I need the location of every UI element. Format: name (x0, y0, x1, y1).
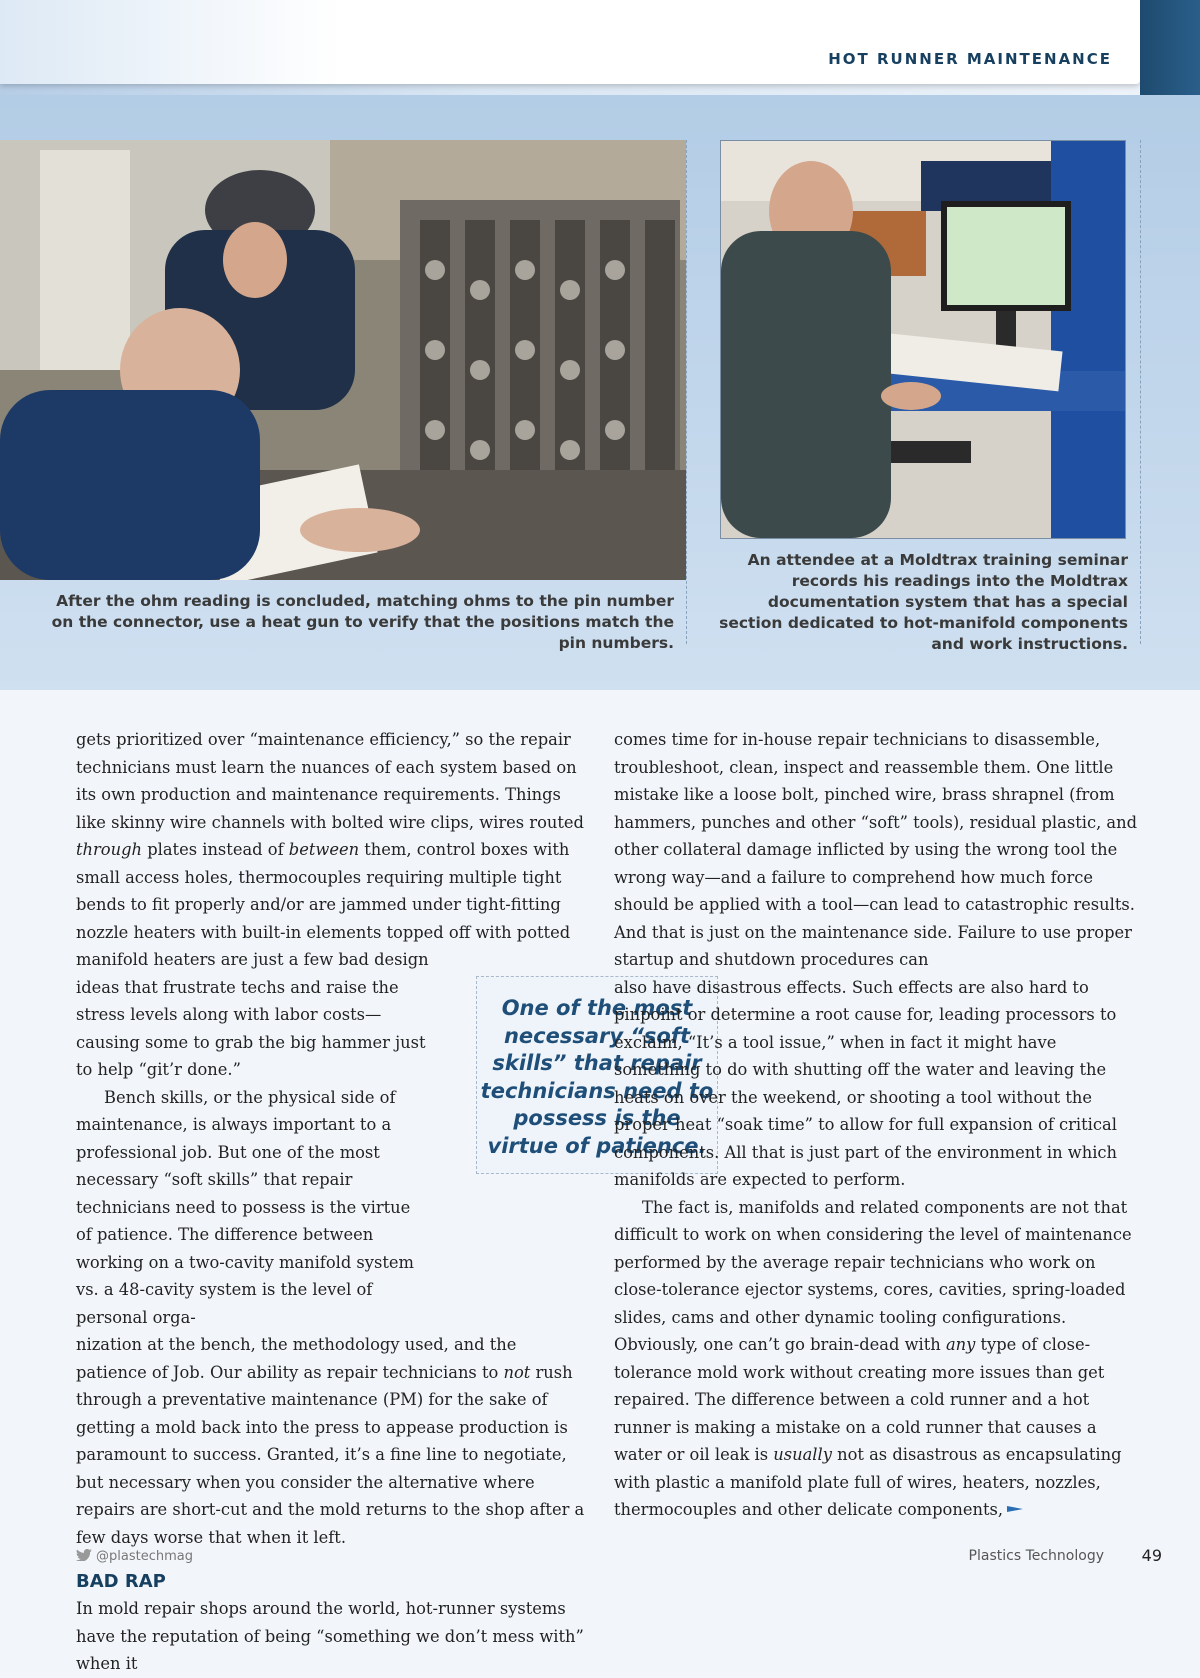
paragraph-wrapped: ideas that frustrate techs and raise the stress levels along with labor costs—causing some to grab the big hammer just to help “git’r done.” (76, 977, 426, 1079)
paragraph (76, 726, 586, 974)
pull-quote-text: One of the most necessary “soft skills” that repair technicians need to possess is the virtue of patience. (480, 996, 714, 1158)
emphasis: usually (773, 1445, 832, 1464)
section-title: HOT RUNNER MAINTENANCE (828, 50, 1112, 68)
twitter-handle: @plastechmag (96, 1549, 193, 1564)
photo-caption-right: An attendee at a Moldtrax training seminar records his readings into the Moldtrax documentation system that has a special section dedicated to hot-manifold components and work instructions. (719, 551, 1128, 653)
paragraph (614, 1194, 1138, 1524)
twitter-bird-icon (76, 1549, 92, 1561)
paragraph-wrapped: Bench skills, or the physical side of maintenance, is always important to a professional job. But one of the most necessary “soft skills” that repair technicians need to possess is the virtue of patience. The difference between working on a two-cavity manifold system vs. a 48-cavity system is the level of personal orga- (76, 1087, 414, 1327)
paragraph (76, 1331, 586, 1551)
footer-twitter (76, 1549, 193, 1564)
paragraph-wrapped: also have disastrous effects. Such effects are also hard to pinpoint or determine a root cause for, leading processors to exclaim, “It’s a tool issue,” when in fact it might have something to do with shutting off the water and leaving the heats on over the weekend, or shooting a tool without the proper heat “soak time” to allow for full expansion of critical components. All that is just part of the environment in which manifolds are expected to perform. (614, 977, 1118, 1189)
photo-caption-left: After the ohm reading is concluded, matching ohms to the pin number on the connector, use a heat gun to verify that the positions match the pin numbers. (51, 592, 674, 652)
text-run: type of close-tolerance mold work without creating more issues than get repaired. The difference between a cold runner and a hot runner is making a mistake on a cold runner that causes a water or oil leak is (614, 1335, 1105, 1464)
emphasis: between (288, 840, 360, 859)
subhead-bad-rap: BAD RAP (76, 1571, 166, 1592)
photo-technicians-at-manifold (0, 140, 686, 580)
paragraph: In mold repair shops around the world, hot-runner systems have the reputation of being “something we don’t mess with” when it (76, 1599, 584, 1673)
photo-attendee-at-computer (720, 140, 1126, 539)
photo-frame-divider-left (686, 140, 687, 644)
text-run: rush through a preventative maintenance (PM) for the sake of getting a mold back into the press to appease production is paramount to success. Granted, it’s a fine line to negotiate, but necessary when you consider the alternative where repairs are short-cut and the mold returns to the shop after a few days worse that when it left. (76, 1362, 585, 1547)
text-run: The fact is, manifolds and related components are not that difficult to work on when considering the level of maintenance performed by the average repair technicians who work on close-tolerance ejector systems, cores, cavities, spring-loaded slides, cams and other dynamic tooling configurations. Obviously, one can’t go brain-dead with (614, 1197, 1132, 1354)
emphasis: not (503, 1362, 531, 1382)
emphasis: through (76, 840, 143, 859)
paragraph: comes time for in-house repair technicians to disassemble, troubleshoot, clean, inspect and reassemble them. One little mistake like a loose bolt, pinched wire, brass shrapnel (from hammers, punches and other “soft” tools), residual plastic, and other collateral damage inflicted by using the wrong tool the wrong way—and a failure to comprehend how much force should be applied with a tool—can lead to catastrophic results. And that is just on the maintenance side. Failure to use proper startup and shutdown procedures can (614, 730, 1138, 969)
footer-magazine-name: Plastics Technology (968, 1548, 1104, 1564)
photo-frame-divider-right (1140, 140, 1141, 644)
article-column-right (614, 726, 1138, 1524)
header-card (0, 0, 1140, 84)
text-run: gets prioritized over “maintenance efficiency,” so the repair technicians must learn the nuances of each system based on its own production and maintenance requirements. Things like skinny wire channels with bolted wire clips, wires routed (76, 730, 584, 832)
text-run: plates instead of (142, 840, 289, 859)
text-run: them, control boxes with small access holes, thermocouples requiring multiple tight bends to fit properly and/or are jammed under tight-fitting nozzle heaters with built-in elements topped off with potted manifold heaters are just a few bad design (76, 840, 571, 969)
text-run: nization at the bench, the methodology used, and the patience of Job. Our ability as repair technicians to (76, 1335, 517, 1382)
continue-arrow-icon (1007, 1506, 1023, 1512)
emphasis: any (945, 1335, 976, 1354)
article-column-left (76, 726, 586, 1678)
footer-page-number: 49 (1141, 1546, 1162, 1565)
header-accent-block (1140, 0, 1200, 95)
text-run: not as disastrous as encapsulating with plastic a manifold plate full of wires, heaters, nozzles, thermocouples and other delicate components, (614, 1445, 1122, 1519)
